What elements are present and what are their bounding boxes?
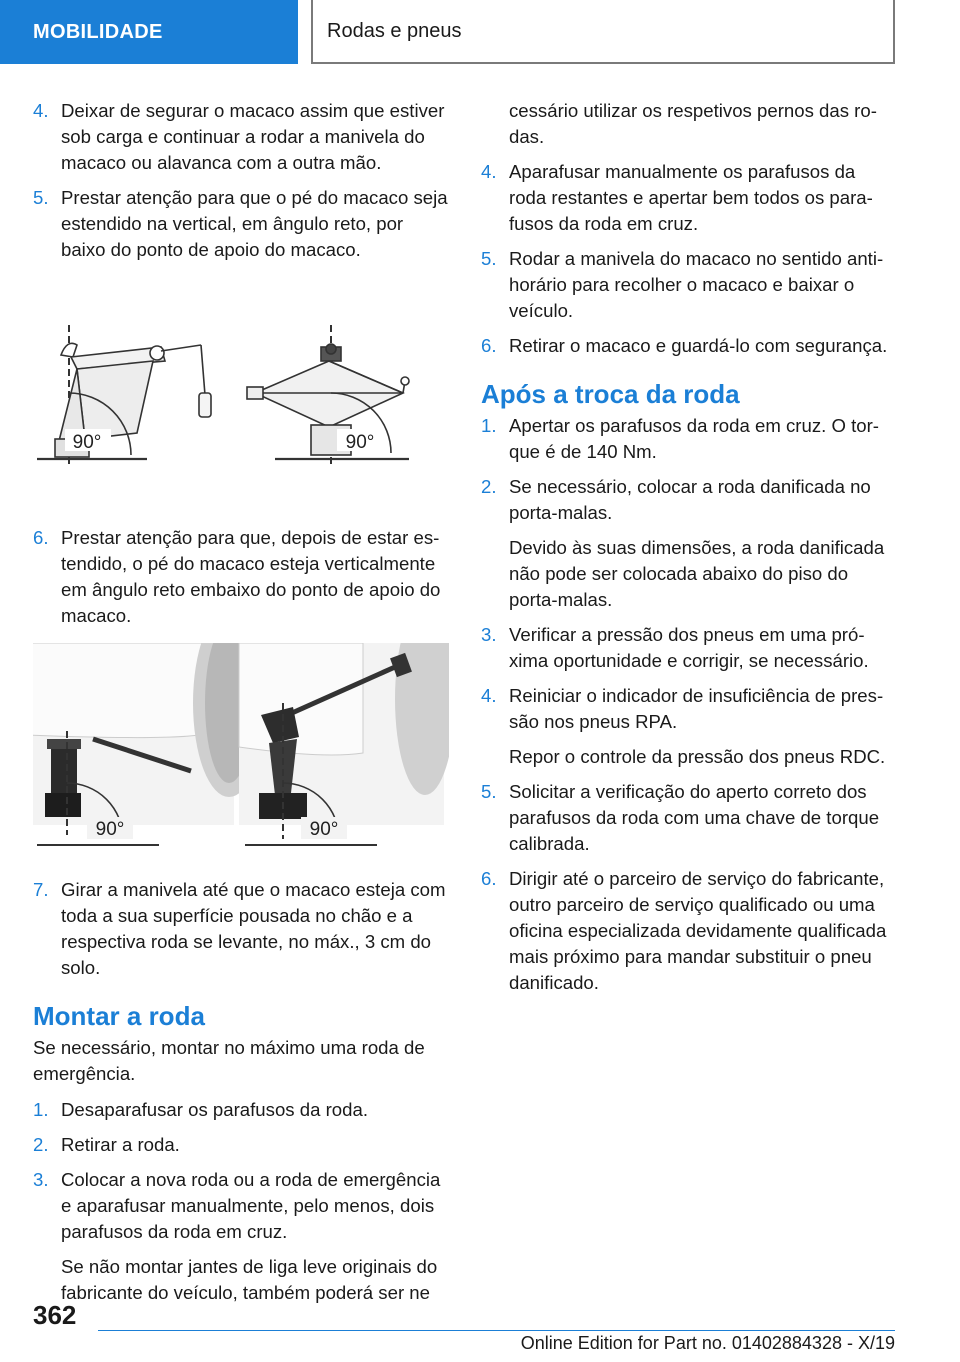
step-text: Prestar atenção para que o pé do macaco seja estendido na vertical, em ângulo reto, por baixo do ponto de apoio do macaco. (61, 187, 448, 260)
chapter-tab (311, 0, 895, 64)
step-text: Reiniciar o indicador de insuficiência de pressão nos pneus RPA. (509, 685, 884, 732)
list-item (481, 683, 897, 770)
footer-divider (98, 1330, 895, 1331)
list-item (33, 525, 449, 629)
step-text: Colocar a nova roda ou a roda de emergência e aparafusar manualmente, pelo menos, dois parafusos da roda em cruz. (61, 1169, 441, 1242)
list-item (33, 1097, 449, 1123)
step-text: Rodar a manivela do macaco no sentido anti-horário para recolher o macaco e baixar o veículo. (509, 248, 884, 321)
step-number: 3. (481, 624, 497, 645)
step-number: 2. (481, 476, 497, 497)
step-number: 7. (33, 879, 49, 900)
list-item (33, 877, 449, 981)
step-note: Devido às suas dimensões, a roda danificada não pode ser colocada abaixo do piso do porta-malas. (509, 537, 885, 610)
step-number: 1. (33, 1099, 49, 1120)
left-column (33, 98, 449, 1315)
list-item (481, 159, 897, 237)
step-text: Deixar de segurar o macaco assim que estiver sob carga e continuar a rodar a manivela do macaco ou alavanca com a outra mão. (61, 100, 445, 173)
jack-diagram (33, 321, 449, 489)
step-text: Verificar a pressão dos pneus em uma próxima oportunidade e corrigir, se necessário. (509, 624, 869, 671)
step-number: 5. (481, 781, 497, 802)
step-text: Solicitar a verificação do aperto correto dos parafusos da roda com uma chave de torque calibrada. (509, 781, 880, 854)
angle-label: 90° (309, 819, 339, 840)
step-text: Se necessário, colocar a roda danificada no porta-malas. (509, 476, 871, 523)
step-text: Aparafusar manualmente os parafusos da roda restantes e apertar bem todos os parafusos da roda em cruz. (509, 161, 873, 234)
step-number: 4. (33, 100, 49, 121)
list-item (481, 333, 897, 359)
jack-photos (33, 643, 449, 849)
list-item (481, 779, 897, 857)
mount-intro: Se necessário, montar no máximo uma roda de emergência. (33, 1037, 425, 1084)
list-item (481, 474, 897, 613)
step-text: Prestar atenção para que, depois de estar estendido, o pé do macaco esteja verticalmente em ângulo reto embaixo do ponto de apoio do macaco. (61, 527, 441, 626)
list-item (33, 185, 449, 263)
section-tab (0, 0, 298, 64)
mount-step-list-continued (481, 159, 897, 359)
list-item (481, 866, 897, 996)
right-column (481, 98, 897, 1005)
step-number: 5. (33, 187, 49, 208)
footer-edition: Online Edition for Part no. 01402884328 - X/19 (520, 1333, 895, 1353)
angle-label: 90° (95, 819, 125, 840)
continuation-text: cessário utilizar os respetivos pernos das rodas. (509, 100, 877, 147)
list-item (33, 1167, 449, 1306)
step-note: Repor o controle da pressão dos pneus RDC. (509, 746, 886, 767)
list-item (33, 98, 449, 176)
step-list-c (33, 877, 449, 981)
section-title: MOBILIDADE (33, 20, 163, 43)
list-item (481, 413, 897, 465)
step-list-b (33, 525, 449, 629)
angle-label: 90° (72, 432, 102, 453)
after-step-list (481, 413, 897, 996)
step-text: Retirar a roda. (61, 1134, 180, 1155)
section-heading-after: Após a troca da roda (481, 379, 740, 409)
list-item (33, 1132, 449, 1158)
step-number: 6. (481, 868, 497, 889)
jack-diagram-figure (33, 321, 449, 489)
step-number: 2. (33, 1134, 49, 1155)
step-number: 5. (481, 248, 497, 269)
step-text: Retirar o macaco e guardá-lo com segurança. (509, 335, 888, 356)
step-number: 1. (481, 415, 497, 436)
step-number: 4. (481, 161, 497, 182)
mount-step-list (33, 1097, 449, 1306)
step-text: Desaparafusar os parafusos da roda. (61, 1099, 368, 1120)
angle-label: 90° (345, 432, 375, 453)
step-number: 4. (481, 685, 497, 706)
section-heading-mount: Montar a roda (33, 1001, 205, 1031)
list-item (481, 246, 897, 324)
step-text: Girar a manivela até que o macaco esteja com toda a sua superfície pousada no chão e a respectiva roda se levante, no máx., 3 cm do solo. (61, 879, 446, 978)
step-number: 6. (481, 335, 497, 356)
step-note: Se não montar jantes de liga leve originais do fabricante do veículo, também poderá ser ne (61, 1256, 438, 1303)
step-number: 3. (33, 1169, 49, 1190)
step-number: 6. (33, 527, 49, 548)
jack-photo-figure (33, 643, 449, 849)
step-list-a (33, 98, 449, 263)
list-item (481, 622, 897, 674)
step-text: Apertar os parafusos da roda em cruz. O torque é de 140 Nm. (509, 415, 879, 462)
page-number: 362 (33, 1300, 77, 1330)
chapter-title: Rodas e pneus (327, 19, 462, 42)
step-text: Dirigir até o parceiro de serviço do fabricante, outro parceiro de serviço qualificado ou uma oficina especializada devidamente qualificada mais próximo para mandar substituir o pneu danificado. (509, 868, 887, 993)
